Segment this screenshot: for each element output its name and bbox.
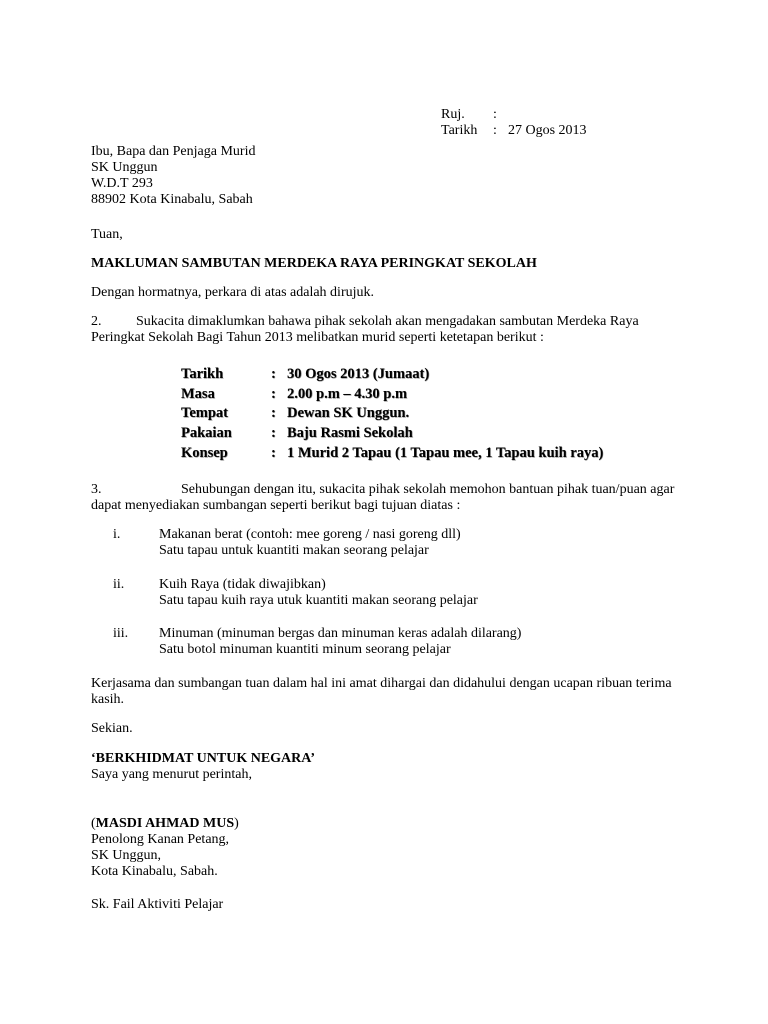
paragraph-number: 3. bbox=[91, 482, 102, 497]
opening-line: Dengan hormatnya, perkara di atas adalah dirujuk. bbox=[91, 285, 375, 300]
ruj-label: Ruj. bbox=[441, 107, 465, 122]
paragraph-text: kasih. bbox=[91, 692, 125, 707]
recipient-line: Ibu, Bapa dan Penjaga Murid bbox=[91, 144, 256, 159]
open-paren: ( bbox=[91, 816, 96, 831]
tarikh-label: Tarikh bbox=[441, 123, 478, 138]
detail-value: Dewan SK Unggun. bbox=[287, 405, 410, 421]
paragraph-text: dapat menyediakan sumbangan seperti berikut bagi tujuan diatas : bbox=[91, 498, 461, 513]
detail-value: 30 Ogos 2013 (Jumaat) bbox=[287, 366, 430, 382]
list-item-title: Kuih Raya (tidak diwajibkan) bbox=[159, 577, 326, 592]
recipient-line: SK Unggun bbox=[91, 160, 158, 175]
list-item-detail: Satu botol minuman kuantiti minum seorang pelajar bbox=[159, 642, 451, 657]
subject-heading: MAKLUMAN SAMBUTAN MERDEKA RAYA PERINGKAT SEKOLAH bbox=[91, 256, 537, 271]
detail-value: 1 Murid 2 Tapau (1 Tapau mee, 1 Tapau kuih raya) bbox=[287, 445, 604, 461]
close-paren: ) bbox=[234, 816, 239, 831]
salutation: Tuan, bbox=[91, 227, 123, 242]
signatory-location: Kota Kinabalu, Sabah. bbox=[91, 864, 218, 879]
detail-separator: : bbox=[271, 445, 276, 461]
detail-label: Pakaian bbox=[181, 425, 232, 441]
list-item-detail: Satu tapau untuk kuantiti makan seorang pelajar bbox=[159, 543, 429, 558]
paragraph-text: Sehubungan dengan itu, sukacita pihak sekolah memohon bantuan pihak tuan/puan agar bbox=[181, 482, 675, 497]
sekian-line: Sekian. bbox=[91, 721, 133, 736]
detail-label: Masa bbox=[181, 386, 215, 402]
detail-separator: : bbox=[271, 366, 276, 382]
closing-phrase: Saya yang menurut perintah, bbox=[91, 767, 252, 782]
signatory-position: Penolong Kanan Petang, bbox=[91, 832, 230, 847]
signatory-name-line bbox=[91, 816, 239, 832]
ruj-separator: : bbox=[493, 107, 497, 122]
list-numeral: i. bbox=[113, 527, 121, 542]
detail-separator: : bbox=[271, 386, 276, 402]
detail-value: Baju Rasmi Sekolah bbox=[287, 425, 413, 441]
list-numeral: iii. bbox=[113, 626, 129, 641]
signatory-name: MASDI AHMAD MUS bbox=[95, 816, 235, 831]
recipient-line: 88902 Kota Kinabalu, Sabah bbox=[91, 192, 253, 207]
list-numeral: ii. bbox=[113, 577, 125, 592]
paragraph-number: 2. bbox=[91, 314, 102, 329]
tarikh-value: 27 Ogos 2013 bbox=[508, 123, 587, 138]
detail-separator: : bbox=[271, 405, 276, 421]
paragraph-text: Kerjasama dan sumbangan tuan dalam hal ini amat dihargai dan didahului dengan ucapan ribuan terima bbox=[91, 676, 672, 691]
detail-separator: : bbox=[271, 425, 276, 441]
signatory-school: SK Unggun, bbox=[91, 848, 162, 863]
list-item-title: Makanan berat (contoh: mee goreng / nasi goreng dll) bbox=[159, 527, 461, 542]
motto: ‘BERKHIDMAT UNTUK NEGARA’ bbox=[91, 751, 316, 766]
paragraph-text: Sukacita dimaklumkan bahawa pihak sekolah akan mengadakan sambutan Merdeka Raya bbox=[136, 314, 639, 329]
tarikh-separator: : bbox=[493, 123, 497, 138]
detail-value: 2.00 p.m – 4.30 p.m bbox=[287, 386, 408, 402]
detail-label: Tempat bbox=[181, 405, 228, 421]
list-item-title: Minuman (minuman bergas dan minuman keras adalah dilarang) bbox=[159, 626, 522, 641]
detail-label: Konsep bbox=[181, 445, 228, 461]
list-item-detail: Satu tapau kuih raya utuk kuantiti makan seorang pelajar bbox=[159, 593, 478, 608]
recipient-line: W.D.T 293 bbox=[91, 176, 153, 191]
cc-line: Sk. Fail Aktiviti Pelajar bbox=[91, 897, 224, 912]
paragraph-text: Peringkat Sekolah Bagi Tahun 2013 melibatkan murid seperti ketetapan berikut : bbox=[91, 330, 544, 345]
detail-label: Tarikh bbox=[181, 366, 224, 382]
